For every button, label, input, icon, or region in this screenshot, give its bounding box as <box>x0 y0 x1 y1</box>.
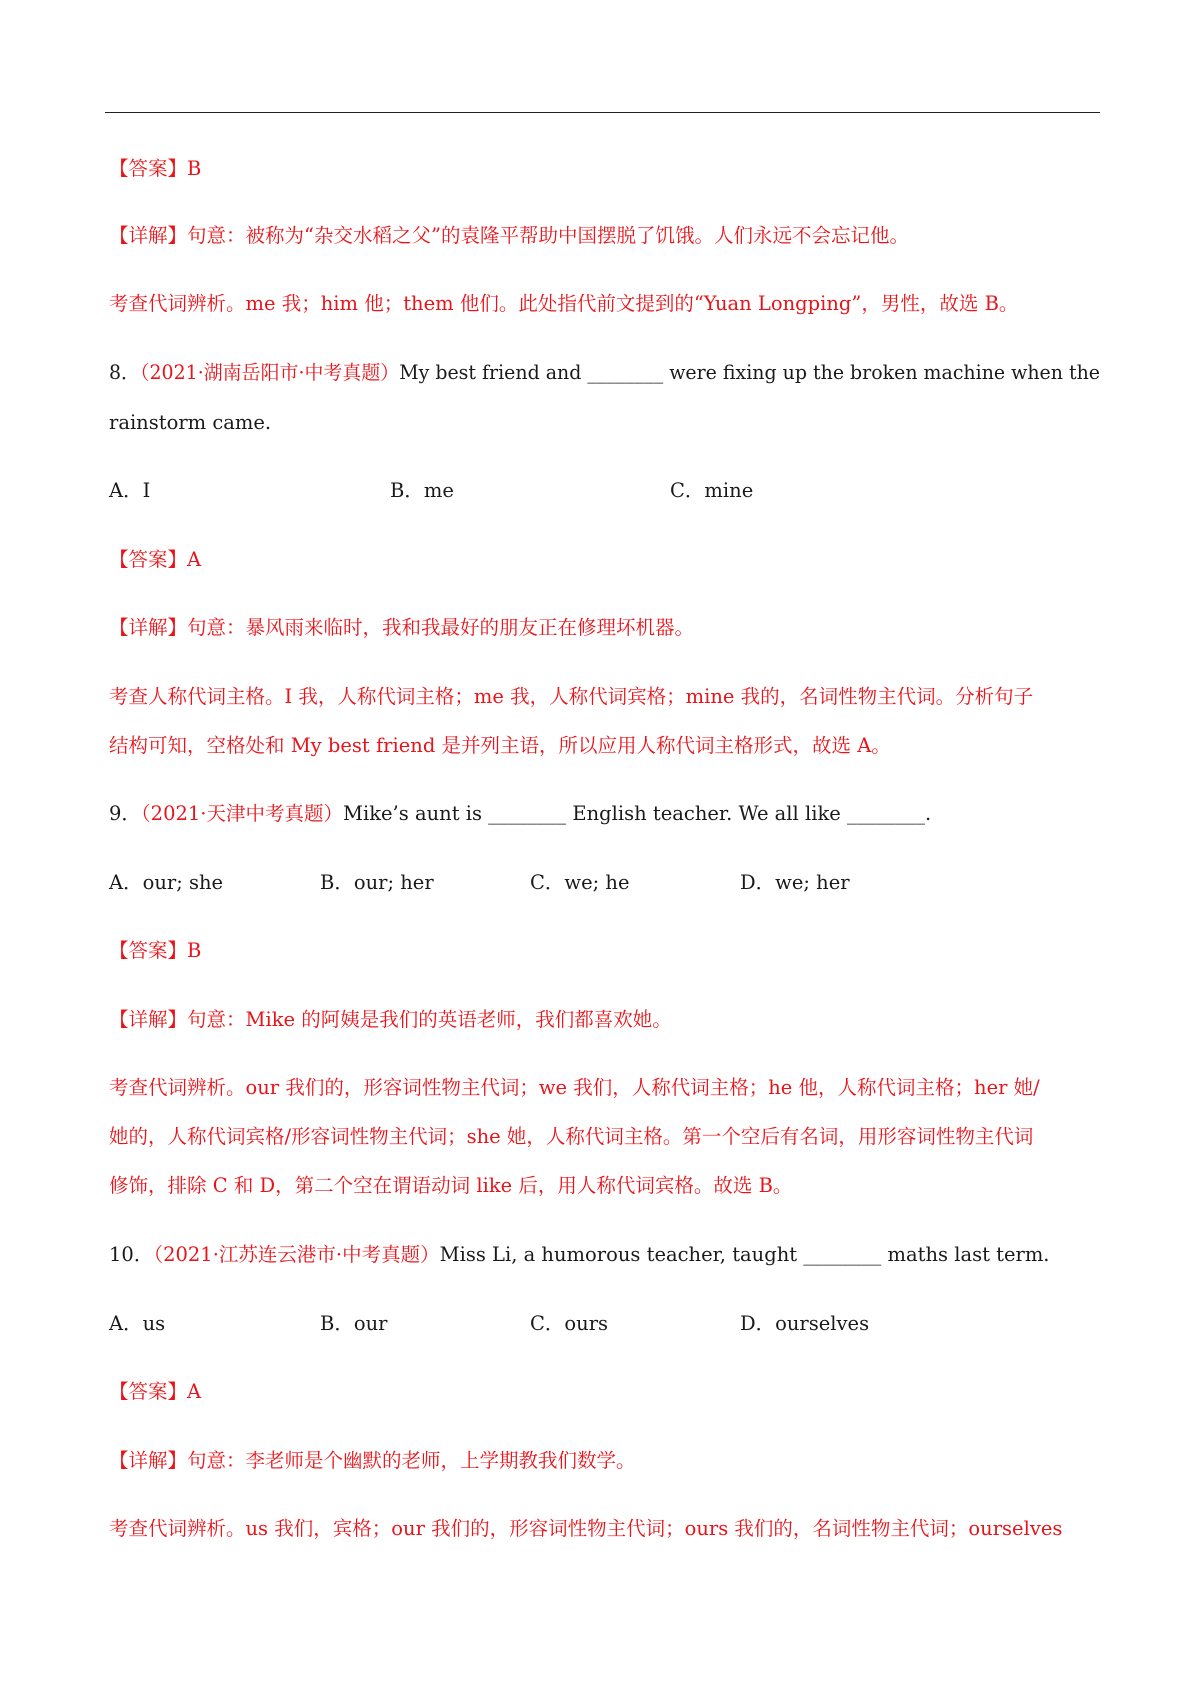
q9-option-b: B．our; her <box>320 871 434 894</box>
q8-answer: 【答案】A <box>109 548 202 571</box>
q8-stem-text: My best friend and ________ were fixing up the broken machine when the <box>399 361 1101 384</box>
q10-number: 10． <box>109 1243 154 1266</box>
q9-stem <box>109 800 931 828</box>
q10-stem <box>109 1241 1050 1269</box>
q8-analysis-line1: 考查人称代词主格。I 我，人称代词主格；me 我，人称代词宾格；mine 我的，名词性物主代词。分析句子 <box>109 685 1034 708</box>
q9-analysis-line1: 考查代词辨析。our 我们的，形容词性物主代词；we 我们，人称代词主格；he 他，人称代词主格；her 她/ <box>109 1076 1040 1099</box>
q9-option-c: C．we; he <box>530 871 630 894</box>
q8-analysis-line2: 结构可知，空格处和 My best friend 是并列主语，所以应用人称代词主格形式，故选 A。 <box>109 734 891 757</box>
q10-option-a: A．us <box>109 1312 166 1335</box>
q10-stem-text: Miss Li, a humorous teacher, taught ________ maths last term. <box>439 1243 1050 1266</box>
q10-answer: 【答案】A <box>109 1380 202 1403</box>
q7-analysis: 考查代词辨析。me 我；him 他；them 他们。此处指代前文提到的“Yuan Longping”，男性，故选 B。 <box>109 292 1019 315</box>
q9-option-d: D．we; her <box>740 871 850 894</box>
q8-option-a: A．I <box>109 479 151 502</box>
q8-detail: 【详解】句意：暴风雨来临时，我和我最好的朋友正在修理坏机器。 <box>109 616 695 639</box>
q10-option-b: B．our <box>320 1312 388 1335</box>
q10-analysis-line1: 考查代词辨析。us 我们，宾格；our 我们的，形容词性物主代词；ours 我们的，名词性物主代词；ourselves <box>109 1517 1063 1540</box>
q9-analysis-line3: 修饰，排除 C 和 D，第二个空在谓语动词 like 后，用人称代词宾格。故选 B。 <box>109 1174 793 1197</box>
q9-answer: 【答案】B <box>109 939 202 962</box>
q9-analysis-line2: 她的，人称代词宾格/形容词性物主代词；she 她，人称代词主格。第一个空后有名词，用形容词性物主代词 <box>109 1125 1034 1148</box>
q9-number: 9． <box>109 802 141 825</box>
q9-option-a: A．our; she <box>109 871 224 894</box>
q8-option-c: C．mine <box>670 479 754 502</box>
q8-stem-line1 <box>109 359 1100 387</box>
q8-source: （2021·湖南岳阳市·中考真题） <box>140 361 400 384</box>
q9-detail: 【详解】句意：Mike 的阿姨是我们的英语老师，我们都喜欢她。 <box>109 1008 672 1031</box>
q9-stem-text: Mike’s aunt is ________ English teacher. We all like ________. <box>343 802 932 825</box>
q10-detail: 【详解】句意：李老师是个幽默的老师，上学期教我们数学。 <box>109 1449 636 1472</box>
header-rule <box>105 112 1100 113</box>
q8-number: 8． <box>109 361 141 384</box>
q8-stem-line2: rainstorm came. <box>109 411 272 434</box>
q10-option-d: D．ourselves <box>740 1312 870 1335</box>
q8-option-b: B．me <box>390 479 454 502</box>
q9-source: （2021·天津中考真题） <box>140 802 343 825</box>
q7-detail: 【详解】句意：被称为“杂交水稻之父”的袁隆平帮助中国摆脱了饥饿。人们永远不会忘记他。 <box>109 224 909 247</box>
q10-option-c: C．ours <box>530 1312 609 1335</box>
q7-answer: 【答案】B <box>109 157 202 180</box>
q10-source: （2021·江苏连云港市·中考真题） <box>153 1243 440 1266</box>
